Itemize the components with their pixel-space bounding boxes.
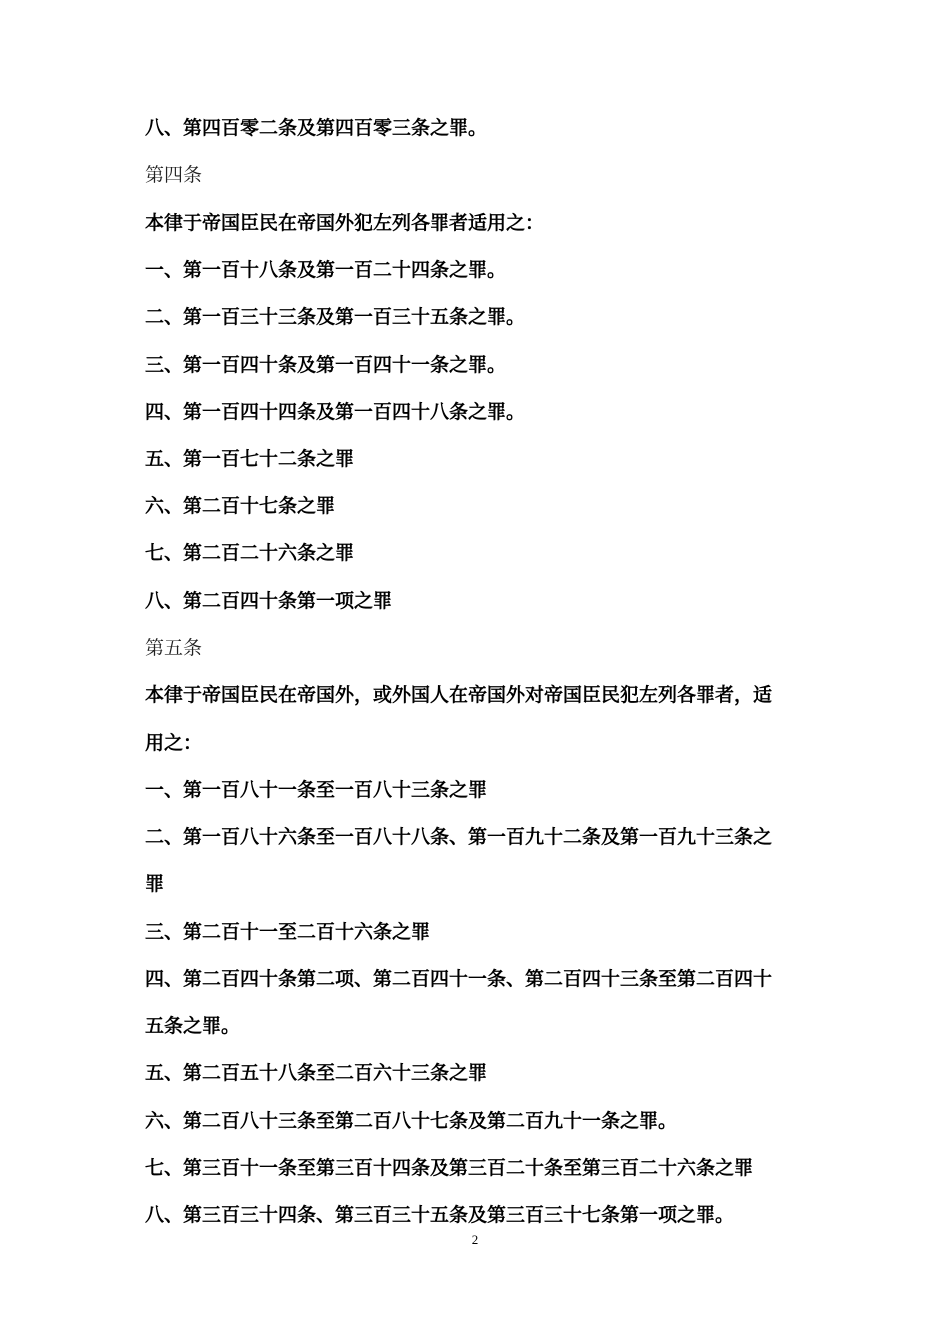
article-4-item-5: 五、第一百七十二条之罪 bbox=[145, 448, 355, 470]
article-heading-5: 第五条 bbox=[145, 637, 203, 659]
article-4-item-6: 六、第二百十七条之罪 bbox=[145, 495, 336, 517]
article-4-item-8: 八、第二百四十条第一项之罪 bbox=[145, 590, 393, 612]
article-4-item-1: 一、第一百十八条及第一百二十四条之罪。 bbox=[145, 259, 507, 281]
article-5-item-4-line-2: 五条之罪。 bbox=[145, 1015, 241, 1037]
clause-item-8-art4: 八、第四百零二条及第四百零三条之罪。 bbox=[145, 117, 488, 139]
article-5-item-2-line-2: 罪 bbox=[145, 873, 165, 895]
article-4-item-3: 三、第一百四十条及第一百四十一条之罪。 bbox=[145, 354, 507, 376]
article-5-item-2-line-1: 二、第一百八十六条至一百八十八条、第一百九十二条及第一百九十三条之 bbox=[145, 826, 773, 848]
article-5-item-5: 五、第二百五十八条至二百六十三条之罪 bbox=[145, 1062, 488, 1084]
article-5-body-line-2: 用之： bbox=[145, 732, 203, 754]
article-5-item-6: 六、第二百八十三条至第二百八十七条及第二百九十一条之罪。 bbox=[145, 1110, 678, 1132]
article-5-item-1: 一、第一百八十一条至一百八十三条之罪 bbox=[145, 779, 488, 801]
article-4-item-7: 七、第二百二十六条之罪 bbox=[145, 542, 355, 564]
article-5-item-8: 八、第三百三十四条、第三百三十五条及第三百三十七条第一项之罪。 bbox=[145, 1204, 735, 1226]
article-heading-4: 第四条 bbox=[145, 164, 203, 186]
article-4-item-4: 四、第一百四十四条及第一百四十八条之罪。 bbox=[145, 401, 526, 423]
page-number: 2 bbox=[471, 1232, 479, 1247]
article-5-item-7: 七、第三百十一条至第三百十四条及第三百二十条至第三百二十六条之罪 bbox=[145, 1157, 754, 1179]
article-4-item-2: 二、第一百三十三条及第一百三十五条之罪。 bbox=[145, 306, 526, 328]
article-4-body: 本律于帝国臣民在帝国外犯左列各罪者适用之： bbox=[145, 212, 545, 234]
article-5-item-3: 三、第二百十一至二百十六条之罪 bbox=[145, 921, 431, 943]
article-5-body-line-1: 本律于帝国臣民在帝国外，或外国人在帝国外对帝国臣民犯左列各罪者，适 bbox=[145, 684, 773, 706]
article-5-item-4-line-1: 四、第二百四十条第二项、第二百四十一条、第二百四十三条至第二百四十 bbox=[145, 968, 773, 990]
